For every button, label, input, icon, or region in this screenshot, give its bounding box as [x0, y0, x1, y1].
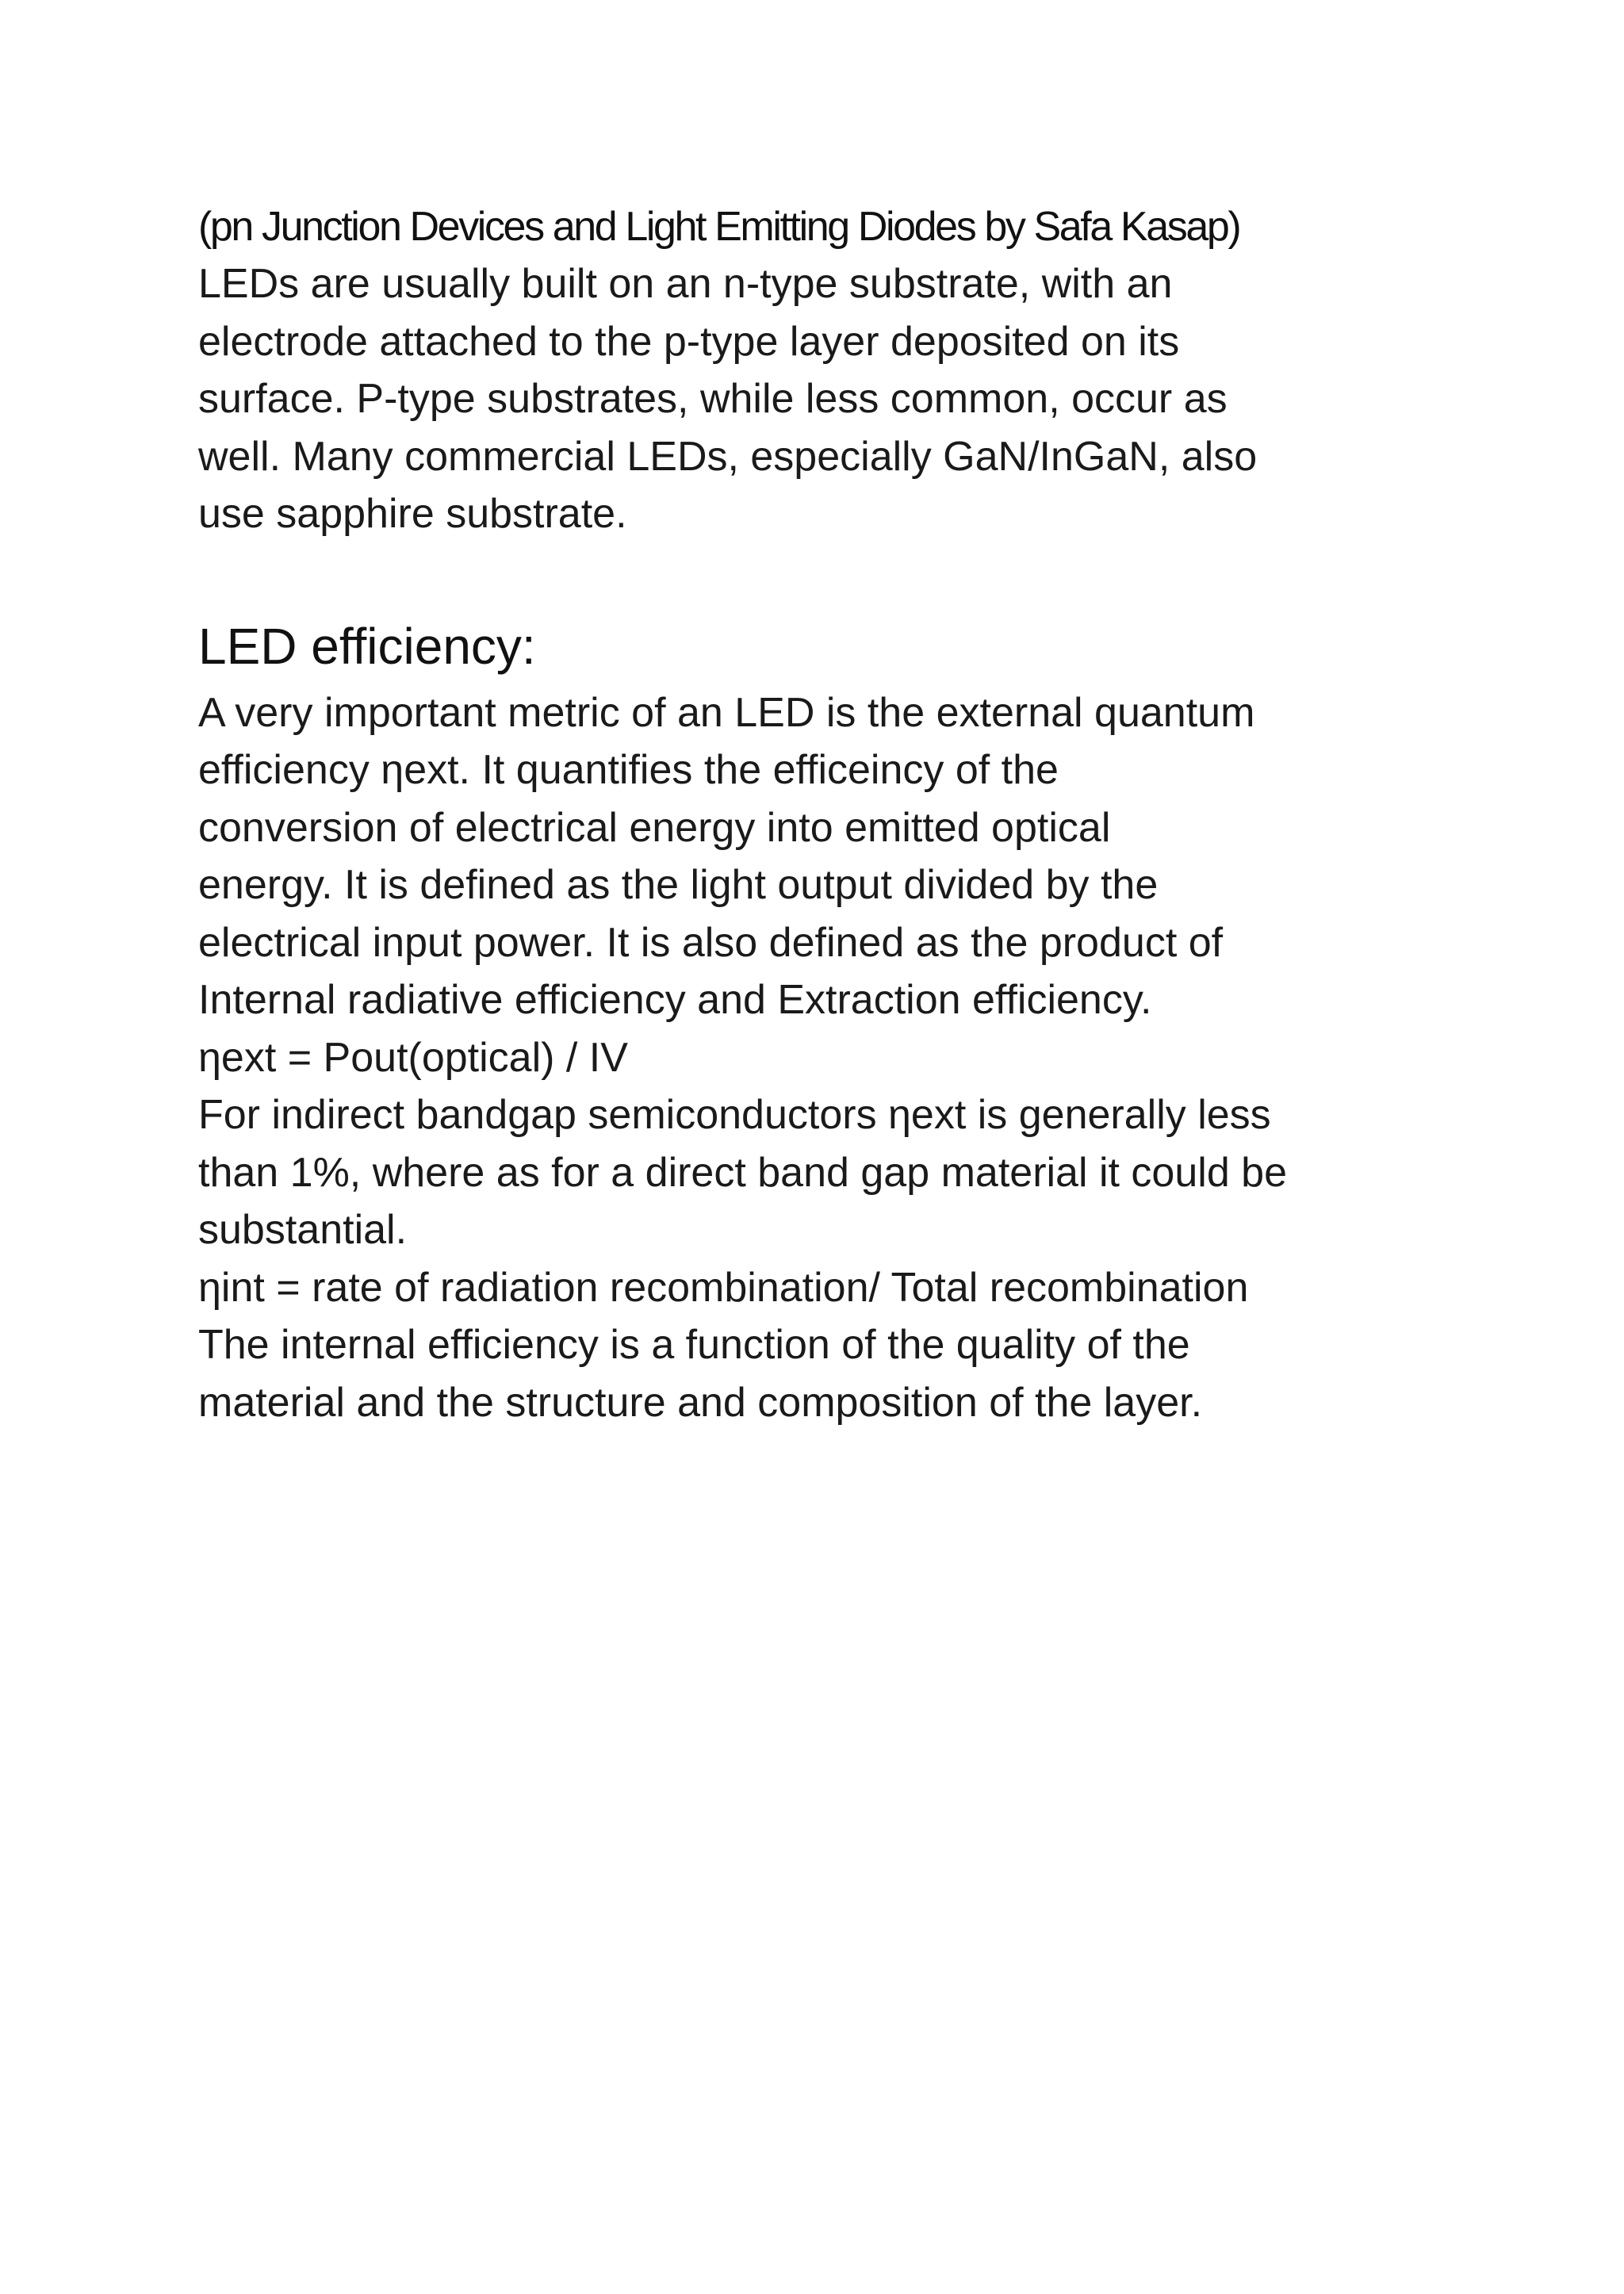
body-line: substantial.	[198, 1207, 408, 1253]
body-line: The internal efficiency is a function of the quality of the	[198, 1322, 1190, 1368]
body-line: material and the structure and composition of the layer.	[198, 1379, 1203, 1426]
section-heading: LED efficiency:	[198, 617, 536, 675]
intro-line: LEDs are usually built on an n-type substrate, with an	[198, 261, 1173, 307]
intro-line: use sapphire substrate.	[198, 491, 627, 537]
intro-line: electrode attached to the p-type layer deposited on its	[198, 318, 1180, 365]
intro-line: well. Many commercial LEDs, especially GaN/InGaN, also	[198, 433, 1258, 480]
body-line: For indirect bandgap semiconductors ηext is generally less	[198, 1092, 1271, 1138]
intro-line: surface. P-type substrates, while less common, occur as	[198, 376, 1228, 422]
body-line: conversion of electrical energy into emitted optical	[198, 804, 1111, 851]
body-line: electrical input power. It is also defined as the product of	[198, 919, 1224, 966]
formula-line: ηext = Pout(optical) / IV	[198, 1034, 628, 1081]
body-line: Internal radiative efficiency and Extraction efficiency.	[198, 977, 1152, 1023]
formula-line: ηint = rate of radiation recombination/ Total recombination	[198, 1264, 1249, 1311]
body-line: than 1%, where as for a direct band gap material it could be	[198, 1149, 1288, 1196]
intro-paragraph	[198, 255, 1435, 543]
source-citation: (pn Junction Devices and Light Emitting Diodes by Safa Kasap)	[198, 204, 1240, 250]
body-line: energy. It is defined as the light output divided by the	[198, 862, 1159, 908]
document-content	[198, 198, 1435, 1431]
body-line: efficiency ηext. It quantifies the efficeincy of the	[198, 747, 1059, 793]
efficiency-paragraph	[198, 684, 1435, 1432]
body-line: A very important metric of an LED is the external quantum	[198, 689, 1255, 736]
